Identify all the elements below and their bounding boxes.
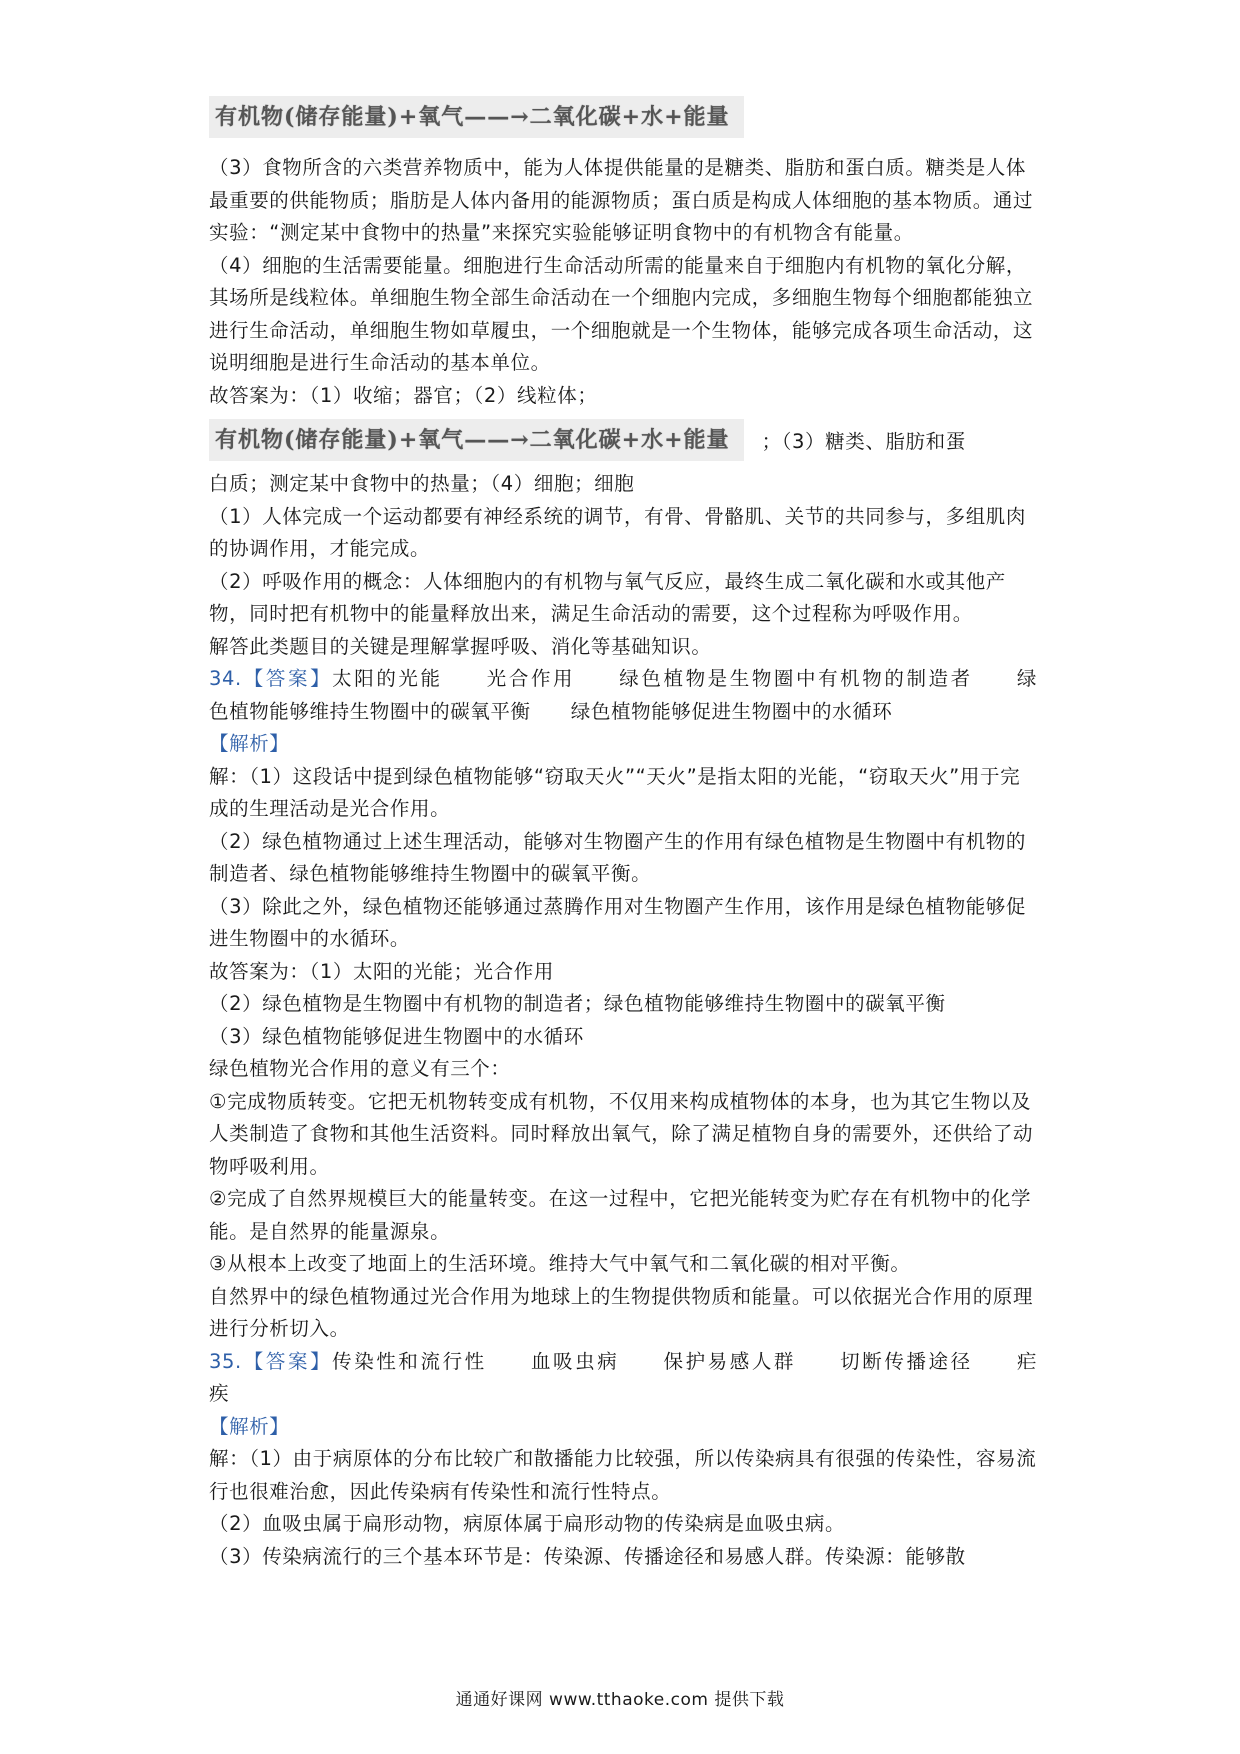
paragraph: 解答此类题目的关键是理解掌握呼吸、消化等基础知识。 <box>209 634 712 658</box>
answer-text-cont: 色植物能够维持生物圈中的碳氧平衡 绿色植物能够促进生物圈中的水循环 <box>209 699 893 723</box>
analysis-tag: 【解析】 <box>209 732 290 755</box>
paragraph: （2）呼吸作用的概念：人体细胞内的有机物与氧气反应，最终生成二氧化碳和水或其他产物，同时把有机物中的能量释放出来，满足生命活动的需要，这个过程称为呼吸作用。 <box>209 569 1006 625</box>
answer-tag: 【答案】 <box>241 667 333 690</box>
q34-answer-line <box>209 663 1037 696</box>
formula-text: 有机物(储存能量)+氧气——→二氧化碳+水+能量 <box>209 419 744 461</box>
analysis-tag: 【解析】 <box>209 1414 290 1438</box>
answer-tag: 【答案】 <box>241 1349 333 1373</box>
question-number: 34. <box>209 667 242 690</box>
paragraph: ①完成物质转变。它把无机物转变成有机物，不仅用来构成植物体的本身，也为其它生物以及人类制造了食物和其他生活资料。同时释放出氧气，除了满足植物自身的需要外，还供给了动物呼吸利用。 <box>209 1089 1034 1178</box>
paragraph: 故答案为：（1）太阳的光能；光合作用 <box>209 959 554 983</box>
formula-text: 有机物(储存能量)+氧气——→二氧化碳+水+能量 <box>209 96 744 138</box>
answer-fragment: ；（3）糖类、脂肪和蛋 <box>761 430 966 453</box>
paragraph: 解：（1）由于病原体的分布比较广和散播能力比较强，所以传染病具有很强的传染性，容易流行也很难治愈，因此传染病有传染性和流行性特点。 <box>209 1447 1037 1503</box>
paragraph: 故答案为：（1）收缩；器官；（2）线粒体； <box>209 383 598 407</box>
paragraph: ②完成了自然界规模巨大的能量转变。在这一过程中，它把光能转变为贮存在有机物中的化学能。是自然界的能量源泉。 <box>209 1187 1032 1243</box>
paragraph: 解：（1）这段话中提到绿色植物能够“窃取天火”“天火”是指太阳的光能，“窃取天火”用于完成的生理活动是光合作用。 <box>209 764 1021 820</box>
answer-text-cont: 疾 <box>209 1382 230 1405</box>
paragraph: 白质；测定某中食物中的热量；（4）细胞；细胞 <box>209 472 635 495</box>
paragraph: 自然界中的绿色植物通过光合作用为地球上的生物提供物质和能量。可以依据光合作用的原理进行分析切入。 <box>209 1284 1034 1340</box>
paragraph: （3）食物所含的六类营养物质中，能为人体提供能量的是糖类、脂肪和蛋白质。糖类是人体最重要的供能物质；脂肪是人体内备用的能源物质；蛋白质是构成人体细胞的基本物质。通过实验：“测定某中食物中的热量”来探究实验能够证明食物中的有机物含有能量。 <box>209 156 1034 244</box>
paragraph: （2）绿色植物通过上述生理活动，能够对生物圈产生的作用有绿色植物是生物圈中有机物的制造者、绿色植物能够维持生物圈中的碳氧平衡。 <box>209 829 1027 885</box>
page-footer: 通通好课网 www.tthaoke.com 提供下载 <box>455 1690 785 1710</box>
paragraph: （3）绿色植物能够促进生物圈中的水循环 <box>209 1024 584 1048</box>
question-number: 35. <box>209 1349 242 1373</box>
paragraph: ③从根本上改变了地面上的生活环境。维持大气中氧气和二氧化碳的相对平衡。 <box>209 1252 911 1275</box>
formula-image-inline <box>209 412 1037 468</box>
paragraph: （2）血吸虫属于扁形动物，病原体属于扁形动物的传染病是血吸虫病。 <box>209 1512 846 1535</box>
paragraph: （3）传染病流行的三个基本环节是：传染源、传播途径和易感人群。传染源：能够散 <box>209 1544 966 1568</box>
paragraph: 绿色植物光合作用的意义有三个： <box>209 1057 511 1080</box>
formula-image-top <box>209 96 1037 148</box>
answer-text: 太阳的光能 光合作用 绿色植物是生物圈中有机物的制造者 绿 <box>332 667 1037 690</box>
page-content <box>209 96 1037 1573</box>
paragraph: （3）除此之外，绿色植物还能够通过蒸腾作用对生物圈产生作用，该作用是绿色植物能够促进生物圈中的水循环。 <box>209 894 1027 950</box>
paragraph: （4）细胞的生活需要能量。细胞进行生命活动所需的能量来自于细胞内有机物的氧化分解，其场所是线粒体。单细胞生物全部生命活动在一个细胞内完成，多细胞生物每个细胞都能独立进行生命活动，单细胞生物如草履虫，一个细胞就是一个生物体，能够完成各项生命活动，这说明细胞是进行生命活动的基本单位。 <box>209 253 1034 374</box>
paragraph: （1）人体完成一个运动都要有神经系统的调节，有骨、骨骼肌、关节的共同参与，多组肌肉的协调作用，才能完成。 <box>209 504 1027 560</box>
paragraph: （2）绿色植物是生物圈中有机物的制造者；绿色植物能够维持生物圈中的碳氧平衡 <box>209 992 946 1015</box>
q35-answer-line <box>209 1346 1037 1379</box>
answer-text: 传染性和流行性 血吸虫病 保护易感人群 切断传播途径 疟 <box>332 1349 1037 1373</box>
